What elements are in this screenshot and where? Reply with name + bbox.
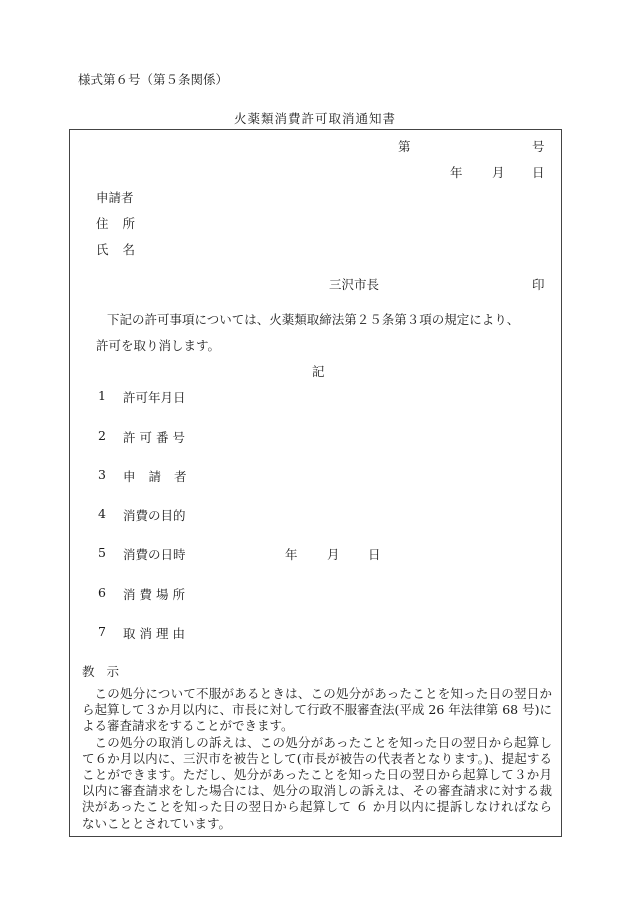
- item-number: 6: [98, 585, 106, 600]
- seal-mark: 印: [532, 277, 545, 292]
- applicant-label: 申請者: [96, 190, 134, 205]
- consumption-month-label: 月: [327, 547, 340, 562]
- number-suffix: 号: [532, 139, 545, 154]
- name-label: 氏名: [96, 242, 150, 257]
- item-label-reason: 取消理由: [123, 626, 190, 641]
- item-label-permit-date: 許可年月日: [123, 390, 186, 405]
- body-text-line-1: 下記の許可事項については、火薬類取締法第２５条第３項の規定により、: [107, 312, 520, 327]
- ki-heading: 記: [312, 364, 325, 379]
- item-number: 1: [98, 388, 106, 403]
- item-number: 3: [98, 467, 106, 482]
- item-number: 4: [98, 506, 106, 521]
- item-label-purpose: 消費の目的: [123, 508, 186, 523]
- form-label: 様式第６号（第５条関係）: [78, 72, 229, 87]
- item-label-location: 消費場所: [123, 587, 190, 602]
- item-number: 7: [98, 624, 106, 639]
- date-month-label: 月: [492, 165, 505, 180]
- item-label-datetime: 消費の日時: [123, 547, 186, 562]
- number-prefix: 第: [398, 139, 411, 154]
- address-label: 住所: [96, 216, 150, 231]
- date-day-label: 日: [532, 165, 545, 180]
- notice-paragraph-2: この処分の取消しの訴えは、この処分があったことを知った日の翌日から起算して６か月以内に、三沢市を被告として(市長が被告の代表者となります。)、提起することができます。ただし、処分があったことを知った日の翌日から起算して３か月以内に審査請求をした場合には、処分の取消しの訴えは、その審査請求に対する裁決があったことを知った日の翌日から起算して ６ か月以内に提訴しなければならないこととされています。: [82, 734, 552, 831]
- date-year-label: 年: [450, 165, 463, 180]
- item-label-permit-number: 許可番号: [123, 430, 190, 445]
- item-number: 2: [98, 428, 106, 443]
- consumption-year-label: 年: [285, 547, 298, 562]
- document-title: 火薬類消費許可取消通知書: [233, 111, 396, 126]
- notice-heading: 教示: [82, 664, 132, 679]
- body-text-line-2: 許可を取り消します。: [96, 338, 221, 353]
- item-number: 5: [98, 545, 106, 560]
- issuer-mayor: 三沢市長: [329, 277, 380, 292]
- consumption-day-label: 日: [368, 547, 381, 562]
- notice-body: [82, 686, 552, 832]
- item-label-applicant: 申請者: [123, 469, 200, 484]
- notice-paragraph-1: この処分について不服があるときは、この処分があったことを知った日の翌日から起算して３か月以内に、市長に対して行政不服審査法(平成 26 年法律第 68 号)による審査請求をすることができます。: [82, 686, 552, 734]
